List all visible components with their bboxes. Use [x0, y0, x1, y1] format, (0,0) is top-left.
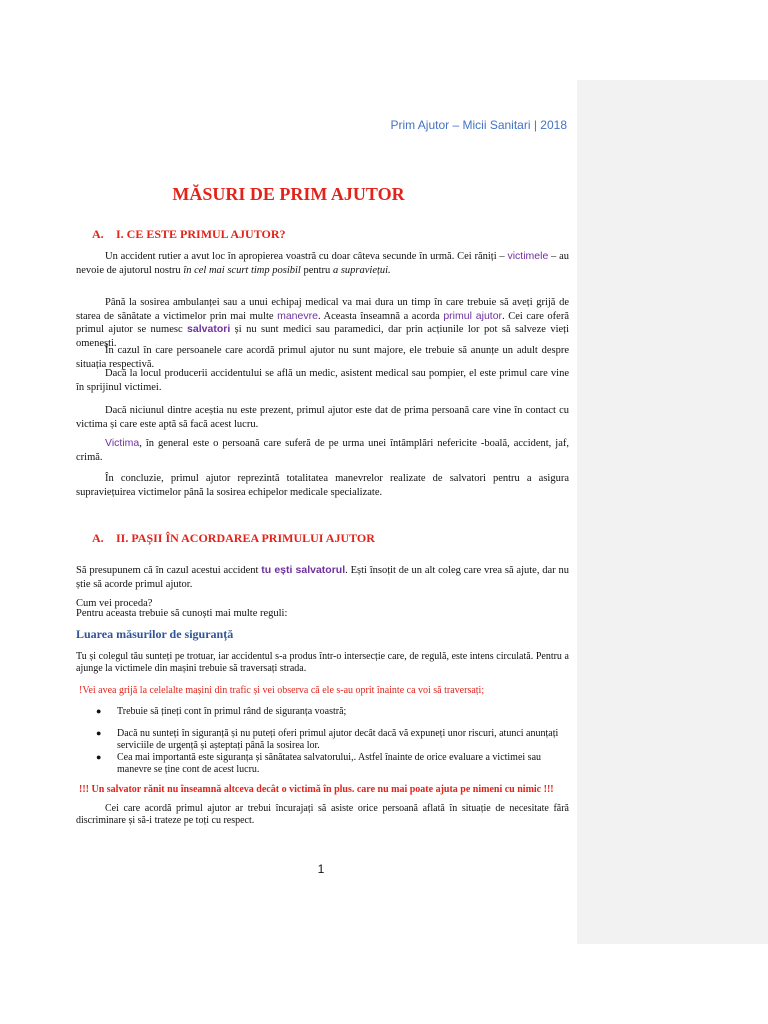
section-title: I. CE ESTE PRIMUL AJUTOR? — [116, 227, 286, 241]
highlight-you-rescuer: tu ești salvatorul — [261, 564, 346, 576]
bullet-icon: ● — [96, 728, 102, 738]
comment-pane — [577, 80, 768, 944]
paragraph-question: Cum vei proceda? — [76, 598, 153, 609]
bullet-icon: ● — [96, 752, 102, 762]
highlight-maneuvers: manevre — [277, 309, 318, 322]
bullet-icon: ● — [96, 706, 102, 716]
section-number: A. — [92, 227, 104, 241]
bullet-item: Trebuie să țineți cont în primul rând de siguranța voastră; — [117, 706, 347, 717]
page-number: 1 — [317, 862, 325, 876]
page-header: Prim Ajutor – Micii Sanitari | 2018 — [390, 118, 567, 132]
section-heading-1 — [92, 227, 285, 242]
alert-injured-rescuer: !!! Un salvator rănit nu înseamnă altceva decât o victimă în plus. care nu mai poate ajuta pe nimeni cu nimic !!! — [79, 784, 554, 795]
highlight-victim: Victima — [105, 437, 140, 449]
paragraph-victim-definition: Victima, în general este o persoană care suferă de pe urma unei întâmplări nefericite -boală, accident, jaf, crimă. — [76, 437, 569, 463]
page-title: MĂSURI DE PRIM AJUTOR — [172, 184, 405, 204]
paragraph-scenario: Tu și colegul tău sunteți pe trotuar, iar accidentul s-a produs într-o intersecție care, de regulă, este intens circulată. Pentru a ajunge la victimele din mașini trebuie să traversați strada. — [76, 651, 569, 674]
highlight-rescuers: salvatori — [187, 323, 231, 335]
paragraph-minors: În cazul în care persoanele care acordă primul ajutor nu sunt majore, ele trebuie să anunțe un adult despre situația respectivă. — [76, 345, 569, 370]
bullet-item: Dacă nu sunteți în siguranță și nu puteți oferi primul ajutor decât dacă vă expuneți unor riscuri, atunci anunțați serviciile de urgență și așteptați până la sosirea lor. — [117, 728, 559, 751]
highlight-first-aid: primul ajutor — [443, 309, 503, 322]
paragraph-conclusion: În concluzie, primul ajutor reprezintă totalitatea manevrelor realizate de salvatori pentru a asigura supraviețuirea victimelor până la sosirea echipelor medicale specializate. — [76, 473, 569, 498]
paragraph-accident: Un accident rutier a avut loc în apropierea voastră cu doar câteva secunde în urmă. Cei răniți – victimele – au nevoie de ajutorul nostru în cel mai scurt timp posibil pentru a supraviețui. — [76, 250, 569, 276]
warning-traffic: !Vei avea grijă la celelalte mașini din trafic și vei observa că ele s-au oprit înainte ca voi să traversați; — [79, 685, 485, 696]
paragraph-first-person: Dacă niciunul dintre aceștia nu este prezent, primul ajutor este dat de prima persoană care vine în contact cu victima și care este aptă să facă acest lucru. — [76, 405, 569, 430]
subheading-safety: Luarea măsurilor de siguranță — [76, 627, 234, 641]
paragraph-suppose: Să presupunem că în cazul acestui accident tu ești salvatorul. Ești însoțit de un alt coleg care vrea să ajute, dar nu știe să acorde primul ajutor. — [76, 564, 569, 590]
section-title: II. PAȘII ÎN ACORDAREA PRIMULUI AJUTOR — [116, 531, 375, 545]
highlight-victims: victimele — [507, 250, 549, 262]
paragraph-first-aid-definition: Până la sosirea ambulanței sau a unui echipaj medical va mai dura un timp în care trebuie să aveți grijă de starea de sănătate a victimelor prin mai multe manevre. Aceasta înseamnă a acorda primul ajutor. Cei care oferă primul ajutor se numesc salvatori și nu sunt medici sau paramedici, dar prin acțiunile lor pot să salveze vieți omenești. — [76, 297, 569, 349]
paragraph-respect: Cei care acordă primul ajutor ar trebui încurajați să asiste orice persoană aflată în situație de necesitate fără discriminare și să-i trateze pe toți cu respect. — [76, 803, 569, 826]
paragraph-rules-intro: Pentru aceasta trebuie să cunoști mai multe reguli: — [76, 608, 288, 619]
bullet-item: Cea mai importantă este siguranța și sănătatea salvatorului,. Astfel înainte de orice evaluare a victimei sau manevre se ține cont de acest lucru. — [117, 752, 542, 775]
paragraph-medic-present: Dacă la locul producerii accidentului se află un medic, asistent medical sau pompier, el este primul care vine în sprijinul victimei. — [76, 368, 569, 393]
section-number: A. — [92, 531, 104, 545]
section-heading-2 — [92, 531, 375, 546]
